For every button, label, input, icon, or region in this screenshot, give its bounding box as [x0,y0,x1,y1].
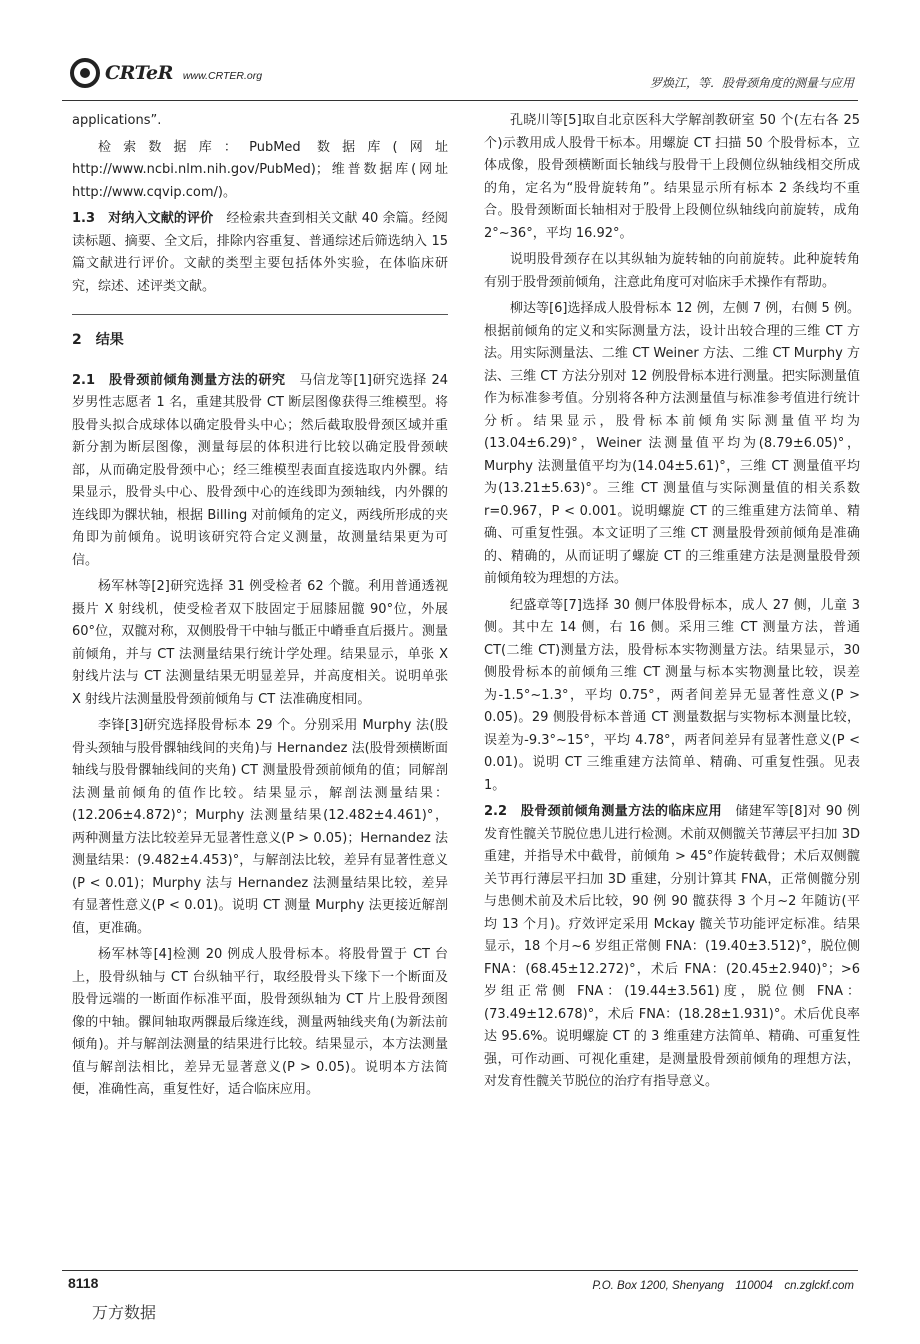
section-1-3 [72,208,448,298]
paragraph: applications”. [72,113,162,128]
paragraph: 杨军林等[2]研究选择 31 例受检者 62 个髋。利用普通透视摄片 X 射线机，使受检者双下肢固定于屈膝屈髋 90°位，外展 60°位，双髋对称，双侧股骨干中轴与骶正中嵴垂直后摄片。测量前倾角，并与 CT 法测量结果行统计学处理。结果显示，单张 X 射线片法与 CT 法测量结果无明显差异，并高度相关。说明单张 X 射线片法测量股骨颈前倾角与 CT 法准确度相同。 [72,579,448,707]
paragraph: 孔晓川等[5]取自北京医科大学解剖教研室 50 个(左右各 25 个)示教用成人股骨干标本。用螺旋 CT 扫描 50 个股骨标本，立体成像，股骨颈横断面长轴线与股骨干上段侧位纵轴线相交所成的角，定名为“股骨旋转角”。结果显示所有标本 2 条线均不重合。股骨颈断面长轴相对于股骨上段侧位纵轴线向前旋转，成角 2°~36°，平均 16.92°。 [484,113,860,241]
logo-url: www.CRTER.org [182,70,263,82]
logo-text: CRTeR [105,62,173,84]
page-number: 8118 [68,1275,99,1291]
subsection-heading: 1.3 对纳入文献的评价 [72,211,214,226]
section-title: 结果 [95,332,124,348]
subsection-heading: 2.2 股骨颈前倾角测量方法的临床应用 [484,804,723,819]
running-title: 罗焕江，等．股骨颈角度的测量与应用 [649,76,854,90]
subsection-heading: 2.1 股骨颈前倾角测量方法的研究 [72,372,286,388]
journal-logo [70,58,262,88]
section-number: 2 [72,332,82,348]
logo-icon [70,58,100,88]
paragraph: 马信龙等[1]研究选择 24 岁男性志愿者 1 名，重建其股骨 CT 断层图像获得三维模型。将股骨头拟合成球体以确定股骨头中心；然后截取股骨颈区域并重新分割为断层图像，测量每层的体积进行比较以确定股骨颈峡部，从而确定股骨颈中心；经三维模型表面直接选取内外髁。结果显示，股骨头中心、股骨颈中心的连线即为颈轴线，内外髁的连线即为髁状轴，根据 Billing 对前倾角的定义，两线所形成的夹角即为前倾角。说明该研究符合定义测量，故测量结果更为可信。 [72,372,449,568]
section-heading-results [72,314,448,352]
right-column [484,110,860,1098]
watermark-text: 万方数据 [92,1303,157,1322]
section-2-1 [72,370,448,573]
paragraph: 杨军林等[4]检测 20 例成人股骨标本。将股骨置于 CT 台上，股骨纵轴与 CT 台纵轴平行，取经股骨头下缘下一个断面及股骨远端的一断面作标准平面，股骨颈纵轴为 CT 片上股骨颈图像的中轴。髁间轴取两髁最后缘连线，测量两轴线夹角(为新法前倾角)。并与解剖法测量的结果进行比较。结果显示，本方法测量值与解剖法相比，差异无显著意义(P > 0.05)。说明本方法简便，准确性高，重复性好，适合临床应用。 [72,947,448,1097]
page-footer [62,1270,858,1292]
paragraph: 经检索共查到相关文献 40 余篇。经阅读标题、摘要、全文后，排除内容重复、普通综述后筛选纳入 15 篇文献进行评价。文献的类型主要包括体外实验，在体临床研究，综述、述评类文献。 [72,211,448,294]
page-header [62,48,858,101]
paragraph: 储建军等[8]对 90 例发育性髋关节脱位患儿进行检测。术前双侧髋关节薄层平扫加 3D 重建，并指导术中截骨，前倾角 > 45°作旋转截骨；术后双侧髋关节再行薄层平扫加 3D 重建，分别计算其 FNA，正常侧髋分别与患侧术前及术后比较，90 例 90 髋获得 3 个月~2 年随访(平均 13 个月)。疗效评定采用 Mckay 髋关节功能评定标准。结果显示，18 个月~6 岁组正常侧 FNA：(19.40±3.512)°，脱位侧 FNA：(68.45±12.272)°，术后 FNA：(20.45±2.940)°；>6 岁组正常侧 FNA：(19.44±3.561)度，脱位侧 FNA：(73.49±12.678)°，术后 FNA：(18.28±1.931)°。术后优良率达 95.6%。说明螺旋 CT 的 3 维重建方法简单、精确、可重复性强，可作动画、可视化重建，是测量股骨颈前倾角的理想方法，对发育性髋关节脱位的治疗有指导意义。 [484,804,860,1089]
left-column [72,110,448,1106]
journal-address: P.O. Box 1200, Shenyang 110004 cn.zglckf.com [592,1280,854,1292]
paragraph: 李锋[3]研究选择股骨标本 29 个。分别采用 Murphy 法(股骨头颈轴与股骨髁轴线间的夹角)与 Hernandez 法(股骨颈横断面轴线与股骨髁轴线间的夹角) CT 测量股骨颈前倾角的值；同解剖法测量前倾角的值作比较。结果显示，解剖法测量结果：(12.206±4.872)°；Murphy 法测量结果(12.482±4.461)°，两种测量方法比较差异无显著性意义(P > 0.05)；Hernandez 法测量结果：(9.482±4.453)°，与解剖法比较，差异有显著性意义(P < 0.01)；Murphy 法与 Hernandez 法测量结果比较，差异有显著性意义(P < 0.01)。说明 CT 测量 Murphy 法更接近解剖值，更准确。 [72,718,448,936]
paragraph: 说明股骨颈存在以其纵轴为旋转轴的向前旋转。此种旋转角有别于股骨颈前倾角，注意此角度可对临床手术操作有帮助。 [484,252,860,290]
paragraph: 纪盛章等[7]选择 30 侧尸体股骨标本，成人 27 侧，儿童 3 侧。其中左 14 侧，右 16 侧。采用三维 CT 测量方法，普通 CT(二维 CT)测量方法，股骨标本实物测量方法。结果显示，30 侧股骨标本的前倾角三维 CT 测量与标本实物测量比较，误差为-1.5°~1.3°，平均 0.75°，两者间差异无显著性意义(P > 0.05)。29 侧股骨标本普通 CT 测量数据与实物标本测量比较，误差为-9.3°~15°，平均 4.78°，两者间差异有显著性意义(P < 0.01)。说明 CT 三维重建方法简单、精确、可重复性强。见表 1。 [484,597,860,793]
paragraph: 柳达等[6]选择成人股骨标本 12 例，左侧 7 例，右侧 5 例。根据前倾角的定义和实际测量方法，设计出较合理的三维 CT 方法。用实际测量法、二维 CT Weiner 方法、二维 CT Murphy 方法、三维 CT 方法分别对 12 例股骨标本进行测量。把实际测量值作为标准参考值。分别将各种方法测量值与标准参考值进行统计分析。结果显示，股骨标本前倾角实际测量值平均为(13.04±6.29)°，Weiner 法测量值平均为(8.79±6.05)°，Murphy 法测量值平均为(14.04±5.61)°，三维 CT 测量值平均为(13.21±5.63)°。三维 CT 测量值与实际测量值的相关系数 r=0.967，P < 0.001。说明螺旋 CT 的三维重建方法简单、精确、可重复性强。本文证明了三维 CT 测量股骨颈前倾角是准确的、精确的，从而证明了螺旋 CT 的三维重建方法是测量股骨颈前倾角较为理想的方法。 [484,301,860,586]
paragraph-databases: 检索数据库：PubMed 数据库(网址 http://www.ncbi.nlm.nih.gov/PubMed)；维普数据库(网址 http://www.cqvip.com/)。 [72,139,448,200]
section-2-2 [484,801,860,1094]
